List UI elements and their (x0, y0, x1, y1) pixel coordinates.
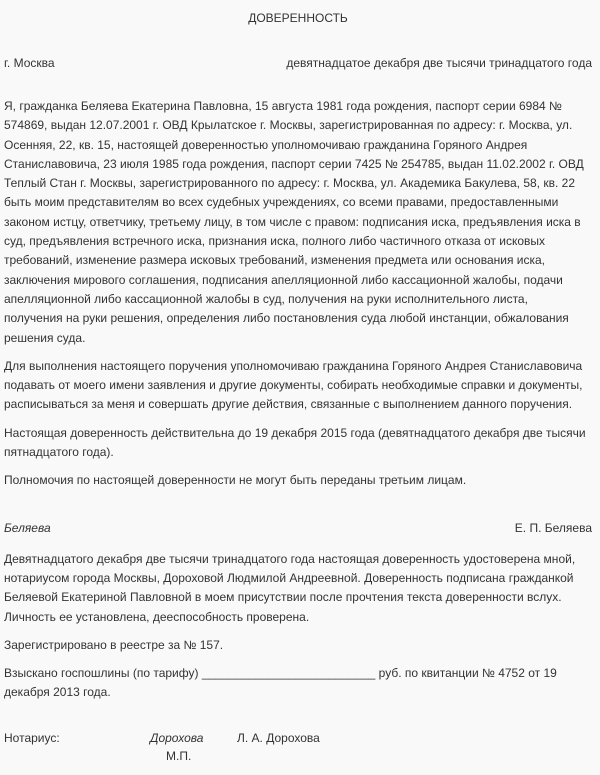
text-line: решения суда. (4, 330, 86, 345)
paragraph (4, 357, 592, 415)
date-text: девятнадцатое декабря две тысячи тринадцатого года (286, 56, 592, 70)
paragraph (4, 664, 592, 703)
text-line: Настоящая доверенность действительна до 19 декабря 2015 года (девятнадцатого декабря две тысячи (4, 425, 586, 440)
paragraph (4, 424, 592, 463)
text-line: Беляевой Екатериной Павловной в моем присутствии после прочтения текста доверенности вслух. (4, 590, 562, 605)
seal-mark: М.П. (166, 748, 192, 763)
text-line: Полномочия по настоящей доверенности не могут быть переданы третьим лицам. (4, 473, 467, 488)
text-line: апелляционной либо кассационной жалобы в суд, получения на руки исполнительного листа, (4, 291, 528, 306)
text-line: Осенняя, 22, кв. 15, настоящей доверенностью уполномочиваю гражданина Горяного Андрея (4, 137, 528, 152)
notary-name: Л. А. Дорохова (237, 730, 320, 745)
notary-signature (4, 729, 592, 765)
text-line: пятнадцатого года). (4, 445, 114, 460)
text-line: Станиславовича, 23 июля 1985 года рождения, паспорт серии 7425 № 254785, выдан 11.02.2002 г. ОВД (4, 156, 584, 171)
text-line: Теплый Стан г. Москвы, зарегистрированного по адресу: г. Москва, ул. Академика Бакулева, 58, кв. 22 (4, 176, 575, 191)
text-line: Зарегистрировано в реестре за № 157. (4, 637, 224, 652)
text-line: Взыскано госпошлины (по тарифу) __________________________ руб. по квитанции № 4752 от 19 (4, 666, 557, 681)
text-line: расписываться за меня и совершать другие действия, связанные с выполнением данного поручения. (4, 397, 573, 412)
text-line: требований, изменение размера исковых требований, изменения предмета или основания иска, (4, 253, 546, 268)
principal-signature (4, 519, 592, 538)
text-line: декабря 2013 года. (4, 685, 111, 700)
notary-paragraphs (4, 550, 592, 703)
text-line: Для выполнения настоящего поручения уполномочиваю гражданина Горяного Андрея Станиславовича (4, 358, 583, 373)
text-line: Личность ее установлена, дееспособность проверена. (4, 609, 310, 624)
paragraph (4, 97, 592, 348)
paragraph (4, 550, 592, 627)
handwritten-signature: Беляева (4, 520, 51, 535)
city: г. Москва (4, 56, 55, 70)
paragraph (4, 471, 592, 490)
text-line: нотариусом города Москвы, Дороховой Людмилой Андреевной. Доверенность подписана гражданкой (4, 570, 574, 585)
text-line: быть моим представителям во всех судебных учреждениях, со всеми правами, предоставленными (4, 195, 559, 210)
document-title: ДОВЕРЕННОСТЬ (248, 11, 348, 25)
text-line: Я, гражданка Беляева Екатерина Павловна, 15 августа 1981 года рождения, паспорт серии 6984 № (4, 99, 562, 113)
text-line: заключения мирового соглашения, подписания апелляционной либо кассационной жалобы, подачи (4, 272, 563, 287)
body-paragraphs (4, 97, 592, 491)
notary-handwritten-signature: Дорохова (150, 730, 204, 745)
place-date-line (4, 54, 592, 73)
text-line: подавать от моего имени заявления и другие документы, собирать необходимые справки и документы, (4, 378, 583, 393)
paragraph (4, 636, 592, 655)
text-line: получения на руки решения, определения либо постановления суда любой инстанции, обжалования (4, 311, 569, 326)
signer-name: Е. П. Беляева (514, 520, 592, 535)
notary-label: Нотариус: (4, 730, 60, 745)
text-line: Девятнадцатого декабря две тысячи тринадцатого года настоящая доверенность удостоверена мной, (4, 551, 576, 566)
text-line: законом истцу, ответчику, третьему лицу, в том числе с правом: подписания иска, предъявления иска в (4, 214, 581, 229)
text-line: 574869, выдан 12.07.2001 г. ОВД Крылатское г. Москвы, зарегистрированная по адресу: г. Москва, ул. (4, 118, 573, 133)
text-line: суд, предъявления встречного иска, признания иска, полного либо частичного отказа от исковых (4, 234, 546, 249)
